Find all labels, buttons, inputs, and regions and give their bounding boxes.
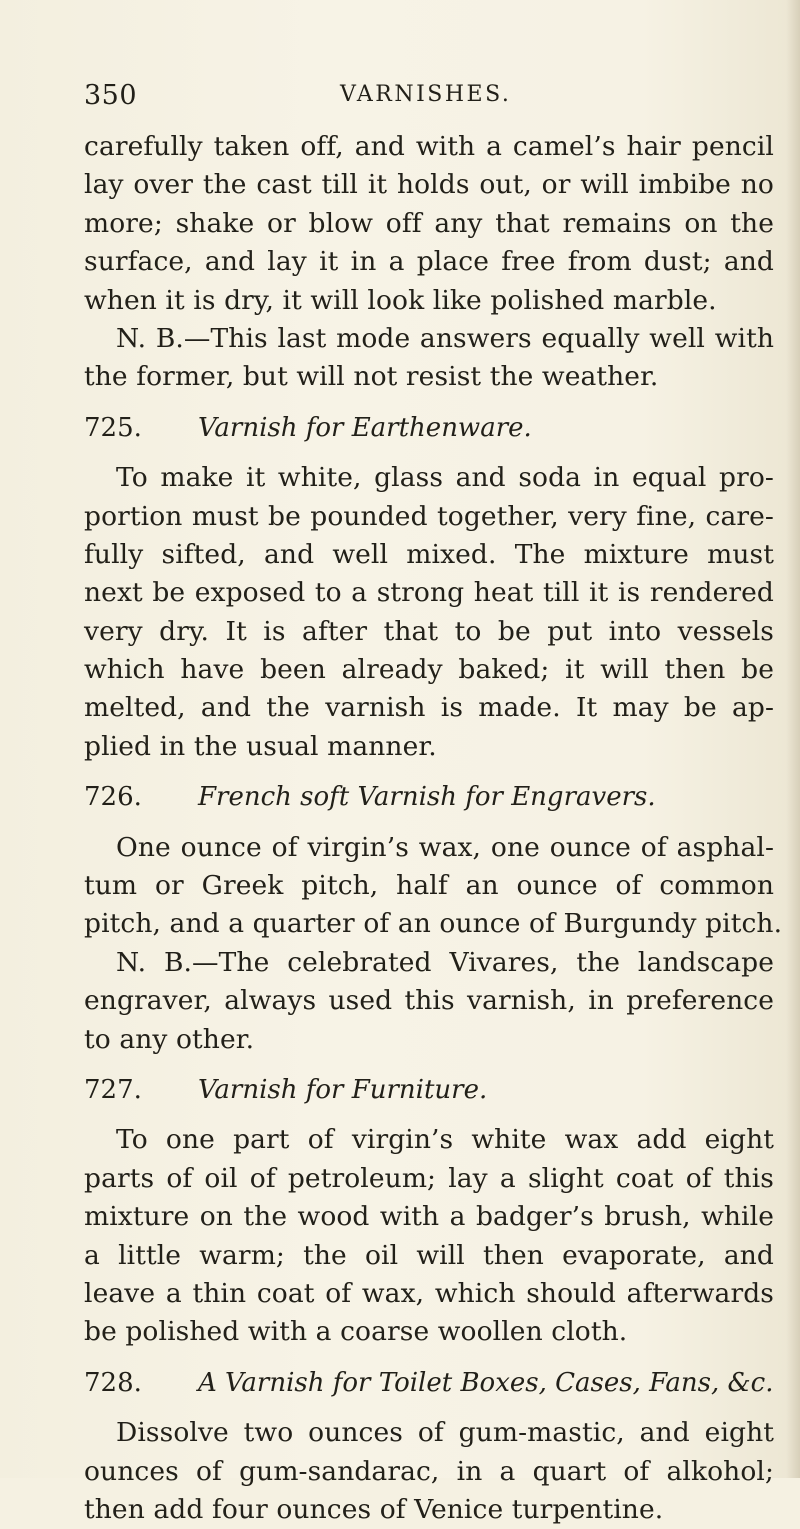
text-line: carefully taken off, and with a camel’s hair pencil — [84, 131, 774, 162]
section-heading — [84, 409, 774, 447]
intro-paragraph — [84, 128, 774, 320]
section-paragraph — [84, 829, 783, 1059]
text-line: tum or Greek pitch, half an ounce of common — [84, 870, 774, 902]
text-line: engraver, always used this varnish, in preference — [84, 985, 774, 1017]
text-line: To one part of virgin’s white wax add eight — [116, 1124, 774, 1156]
text-line: lay over the cast till it holds out, or will imbibe no — [84, 169, 774, 201]
text-line: leave a thin coat of wax, which should afterwards — [84, 1277, 774, 1309]
text-line: to any other. — [84, 1023, 255, 1055]
running-title: VARNISHES. — [340, 82, 512, 107]
text-line: N. B.—The celebrated Vivares, the landscape — [116, 946, 774, 978]
text-line: One ounce of virgin’s wax, one ounce of asphal- — [116, 831, 774, 863]
section-title: Varnish for Earthenware. — [198, 412, 532, 443]
section-title: Varnish for Furniture. — [198, 1074, 488, 1105]
section-heading — [84, 1364, 774, 1402]
text-line: ounces of gum-sandarac, in a quart of alkohol; — [84, 1455, 774, 1487]
text-line: mixture on the wood with a badger’s brush, while — [84, 1201, 774, 1233]
nb-paragraph — [84, 320, 774, 397]
section-paragraph — [84, 459, 774, 766]
text-line: surface, and lay it in a place free from dust; and — [84, 246, 774, 278]
text-line: very dry. It is after that to be put into vessels — [84, 615, 774, 647]
body-text — [84, 128, 783, 1529]
section-number: 727. — [84, 1074, 142, 1105]
text-line: when it is dry, it will look like polished marble. — [84, 284, 717, 316]
text-line: pitch, and a quarter of an ounce of Burgundy pitch. — [84, 908, 783, 940]
text-line: N. B.—This last mode answers equally well with — [116, 322, 774, 354]
section-title: A Varnish for Toilet Boxes, Cases, Fans, &c. — [198, 1367, 774, 1398]
text-line: more; shake or blow off any that remains on the — [84, 207, 774, 239]
text-line: Dissolve two ounces of gum-mastic, and eight — [116, 1417, 774, 1449]
section-heading — [84, 1071, 774, 1109]
text-line: parts of oil of petroleum; lay a slight coat of this — [84, 1162, 774, 1194]
section-paragraph — [84, 1414, 774, 1529]
section-number: 726. — [84, 782, 142, 813]
text-line: then add four ounces of Venice turpentine. — [84, 1493, 664, 1525]
text-line: next be exposed to a strong heat till it is rendered — [84, 577, 774, 609]
text-line: portion must be pounded together, very fine, care- — [84, 500, 774, 532]
text-line: be polished with a coarse woollen cloth. — [84, 1316, 628, 1348]
section-number: 728. — [84, 1367, 142, 1398]
text-line: fully sifted, and well mixed. The mixture must — [84, 538, 774, 570]
page-number: 350 — [84, 80, 138, 111]
text-line: a little warm; the oil will then evaporate, and — [84, 1239, 774, 1271]
text-line: which have been already baked; it will then be — [84, 654, 774, 686]
section-heading — [84, 778, 774, 816]
text-line: plied in the usual manner. — [84, 730, 437, 762]
text-line: melted, and the varnish is made. It may be ap- — [84, 692, 774, 724]
text-line: the former, but will not resist the weather. — [84, 361, 659, 393]
page-edge-shadow — [786, 0, 800, 1478]
section-title: French soft Varnish for Engravers. — [198, 782, 656, 813]
section-paragraph — [84, 1121, 774, 1351]
section-number: 725. — [84, 412, 142, 443]
running-head — [84, 80, 764, 114]
text-line: To make it white, glass and soda in equal pro- — [116, 462, 774, 494]
